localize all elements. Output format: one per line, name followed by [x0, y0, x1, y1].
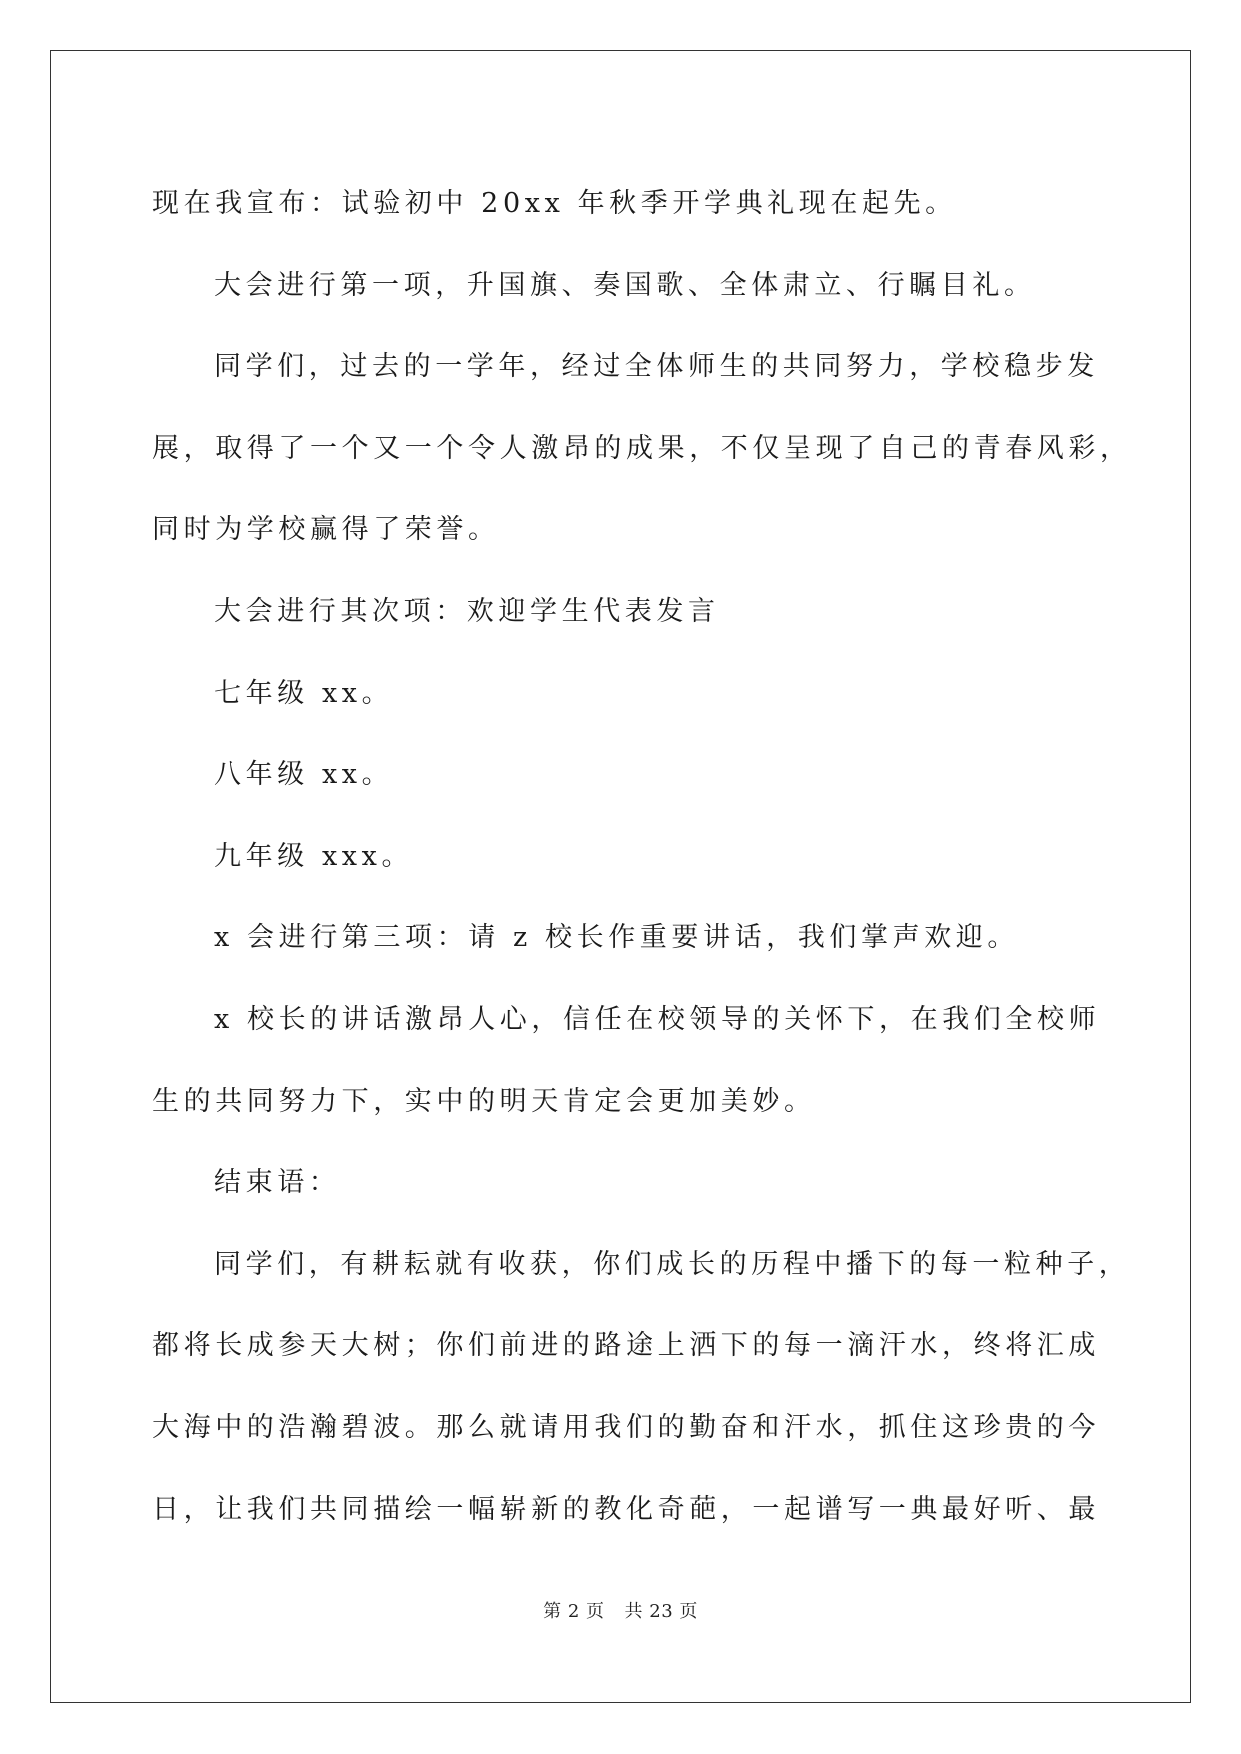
- text-line: 九年级 xxx。: [214, 840, 414, 872]
- text-line: 展，取得了一个又一个令人激昂的成果，不仅呈现了自己的青春风彩，: [152, 432, 1132, 464]
- text-line: x 校长的讲话激昂人心，信任在校领导的关怀下，在我们全校师: [214, 1003, 1101, 1035]
- text-line: 同学们，过去的一学年，经过全体师生的共同努力，学校稳步发: [214, 351, 1099, 383]
- text-line: 大会进行其次项：欢迎学生代表发言: [214, 595, 720, 627]
- text-line: 七年级 xx。: [214, 677, 394, 709]
- text-line: 大会进行第一项，升国旗、奏国歌、全体肃立、行瞩目礼。: [214, 269, 1036, 301]
- text-line: x 会进行第三项：请 z 校长作重要讲话，我们掌声欢迎。: [214, 922, 1019, 954]
- text-line: 日，让我们共同描绘一幅崭新的教化奇葩，一起谱写一典最好听、最: [152, 1493, 1100, 1525]
- page-footer: [0, 1597, 1241, 1623]
- document-body: [152, 163, 1132, 1550]
- text-line: 现在我宣布：试验初中 20xx 年秋季开学典礼现在起先。: [152, 188, 957, 219]
- page-total: 共 23 页: [624, 1601, 698, 1622]
- text-line: 结束语：: [214, 1167, 341, 1199]
- text-line: 八年级 xx。: [214, 759, 394, 791]
- text-line: 同学们，有耕耘就有收获，你们成长的历程中播下的每一粒种子，: [214, 1248, 1131, 1280]
- page-number: 第 2 页: [543, 1601, 605, 1622]
- text-line: 都将长成参天大树；你们前进的路途上洒下的每一滴汗水，终将汇成: [152, 1330, 1100, 1362]
- text-line: 生的共同努力下，实中的明天肯定会更加美妙。: [152, 1085, 816, 1117]
- text-line: 同时为学校赢得了荣誉。: [152, 514, 500, 546]
- text-line: 大海中的浩瀚碧波。那么就请用我们的勤奋和汗水，抓住这珍贵的今: [152, 1411, 1100, 1443]
